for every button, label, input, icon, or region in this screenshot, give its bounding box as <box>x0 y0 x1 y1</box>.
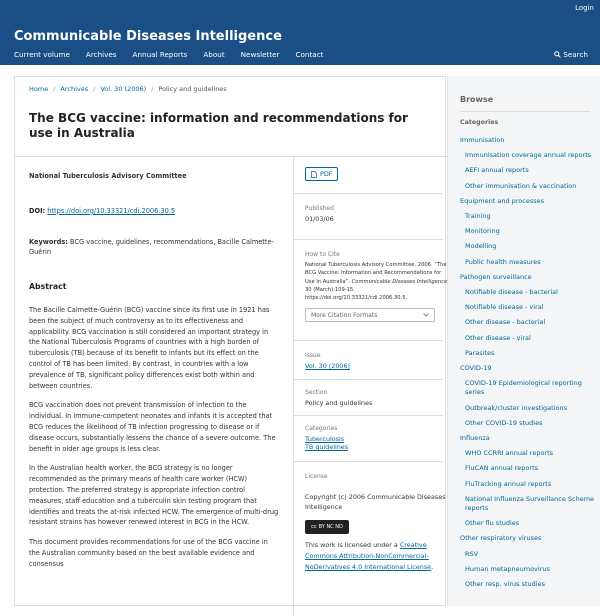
divider <box>293 379 443 380</box>
article-main <box>14 76 446 606</box>
breadcrumb-issue[interactable]: Vol. 30 (2006) <box>100 85 147 93</box>
breadcrumb-current: Policy and guidelines <box>158 85 227 93</box>
citation-rest: 30 (March):109-15. https://doi.org/10.33321/cdi.2006.30.5. <box>305 286 408 302</box>
sidebar-subcategory[interactable]: Notifiable disease - viral <box>465 303 544 312</box>
issue-label: Issue <box>305 352 321 359</box>
citation-journal: Communicable Diseases Intelligence <box>351 278 448 285</box>
abstract-paragraph: In the Australian health worker, the BCG strategy is no longer recommended as the primary means of health care worker (HCW) protection. The preferred strategy is appropriate infection control measures, staff education and a tuberculin skin testing program that identifies and treats the at-risk infected HCW. The emergence of multi-drug resistant strains has however renewed interest in BCG in the HCW. <box>29 464 279 527</box>
categories-block <box>305 425 450 451</box>
cc-license-badge[interactable] <box>305 520 349 534</box>
breadcrumb-separator: / <box>151 85 154 93</box>
sidebar-category[interactable]: Immunisation <box>460 136 505 144</box>
citation-formats-dropdown[interactable] <box>305 308 435 322</box>
abstract-heading: Abstract <box>29 282 67 292</box>
published-label: Published <box>305 205 334 212</box>
cite-label: How to Cite <box>305 251 340 258</box>
categories-label: Categories <box>305 425 338 432</box>
keywords-row <box>29 237 279 259</box>
sidebar <box>447 76 600 606</box>
divider <box>15 156 447 157</box>
sidebar-subcategory[interactable]: FluCAN annual reports <box>465 464 539 473</box>
pdf-label: PDF <box>320 170 333 178</box>
sidebar-category[interactable]: COVID-19 <box>460 364 492 373</box>
category-link[interactable]: Tuberculosis <box>305 435 345 443</box>
issue-link[interactable]: Vol. 30 (2006) <box>305 362 351 370</box>
categories-heading: Categories <box>460 119 499 126</box>
license-label: License <box>305 473 328 480</box>
sidebar-subcategory[interactable]: Other flu studies <box>465 519 520 528</box>
sidebar-subcategory[interactable]: Other disease - viral <box>465 333 531 342</box>
sidebar-subcategory[interactable]: Other COVID-19 studies <box>465 418 543 427</box>
doi-link[interactable]: https://doi.org/10.33321/cdi.2006.30.5 <box>47 206 176 215</box>
sidebar-subcategory[interactable]: Monitoring <box>465 227 500 236</box>
category-link[interactable]: TB guidelines <box>305 443 349 451</box>
sidebar-subcategory[interactable]: Modelling <box>465 242 497 251</box>
sidebar-subcategory[interactable]: Other resp. virus studies <box>465 580 545 589</box>
citation-text <box>305 261 450 302</box>
license-text <box>305 540 450 573</box>
license-suffix: . <box>431 563 434 571</box>
nav-contact[interactable]: Contact <box>295 50 324 59</box>
sidebar-subcategory[interactable]: Parasites <box>465 348 495 357</box>
sidebar-subcategory[interactable]: Notifiable disease - bacterial <box>465 288 558 297</box>
search-icon <box>554 51 561 58</box>
nav-about[interactable]: About <box>203 50 225 59</box>
cc-icon: cc <box>311 524 317 530</box>
sidebar-subcategory[interactable]: RSV <box>465 549 479 558</box>
sidebar-subcategory[interactable]: AEFI annual reports <box>465 166 529 175</box>
sidebar-category[interactable]: Pathogen surveillance <box>460 272 532 281</box>
license-link[interactable]: Creative Commons Attribution-NonCommercial-NoDerivatives 4.0 International License <box>305 541 432 571</box>
breadcrumb-separator: / <box>93 85 96 93</box>
sidebar-subcategory[interactable]: Other disease - bacterial <box>465 318 546 327</box>
copyright-text: Copyright (c) 2006 Communicable Diseases Intelligence <box>305 493 446 511</box>
section-value: Policy and guidelines <box>305 399 373 407</box>
category-list <box>460 136 598 595</box>
license-prefix: This work is licensed under a <box>305 541 400 549</box>
keywords-value: BCG vaccine, guidelines, recommendations, Bacille Calmette-Guérin <box>29 237 274 257</box>
nav-archives[interactable]: Archives <box>85 50 117 59</box>
sidebar-category[interactable]: Influenza <box>460 434 490 443</box>
nav-newsletter[interactable]: Newsletter <box>240 50 280 59</box>
article-body <box>29 171 279 579</box>
galley-block <box>305 167 450 181</box>
breadcrumb-home[interactable]: Home <box>29 85 49 93</box>
sidebar-subcategory[interactable]: COVID-19 Epidemiological reporting series <box>465 379 582 397</box>
author-name: National Tuberculosis Advisory Committee <box>29 172 187 180</box>
published-block <box>305 205 450 223</box>
divider <box>293 461 443 462</box>
published-date: 01/03/06 <box>305 215 334 223</box>
breadcrumb <box>29 85 227 93</box>
divider <box>293 239 443 240</box>
abstract-paragraph: This document provides recommendations for use of the BCG vaccine in the Australian community based on the best available evidence and consensus <box>29 538 268 568</box>
main-nav <box>14 50 339 59</box>
sidebar-subcategory[interactable]: Other immunisation & vaccination <box>465 181 577 190</box>
doi-row <box>29 206 279 217</box>
pdf-button[interactable] <box>305 167 338 181</box>
chevron-down-icon <box>423 313 429 317</box>
citation-main: National Tuberculosis Advisory Committee. 2006. “The BCG Vaccine: Information and Recommendations for Use in Australia”. <box>305 262 447 285</box>
divider <box>293 193 443 194</box>
search-label: Search <box>563 50 588 59</box>
citation-formats-label: More Citation Formats <box>311 311 378 319</box>
site-header <box>0 0 600 65</box>
sidebar-category[interactable]: Other respiratory viruses <box>460 534 542 543</box>
doi-label: DOI: <box>29 206 46 215</box>
file-pdf-icon <box>311 171 317 178</box>
sidebar-category[interactable]: Equipment and processes <box>460 196 545 205</box>
sidebar-subcategory[interactable]: Training <box>465 212 491 221</box>
sidebar-subcategory[interactable]: Immunisation coverage annual reports <box>465 151 592 160</box>
sidebar-subcategory[interactable]: FluTracking annual reports <box>465 479 552 488</box>
license-block <box>305 473 450 573</box>
article-title: The BCG vaccine: information and recommendations for use in Australia <box>29 111 408 140</box>
divider <box>460 111 590 112</box>
nav-annual-reports[interactable]: Annual Reports <box>132 50 188 59</box>
sidebar-subcategory[interactable]: Human metapneumovirus <box>465 564 550 573</box>
sidebar-subcategory[interactable]: National Influenza Surveillance Scheme reports <box>465 494 595 513</box>
issue-block <box>305 352 450 370</box>
citation-block <box>305 251 450 322</box>
breadcrumb-archives[interactable]: Archives <box>60 85 89 93</box>
abstract-paragraph: BCG vaccination does not prevent transmission of infection to the individual. In immune-competent neonates and infants it is accepted that BCG reduces the likelihood of TB infection progressing to disease or if disease occurs, substantially lessens the chance of a severe outcome. The benefit in older age groups is less clear. <box>29 401 276 453</box>
divider <box>293 415 443 416</box>
section-label: Section <box>305 389 328 396</box>
sidebar-heading: Browse <box>460 95 494 104</box>
site-title[interactable]: Communicable Diseases Intelligence <box>14 29 282 44</box>
abstract-paragraph: The Bacille Calmette-Guérin (BCG) vaccine since its first use in 1921 has been the subject of much controversy as to its effectiveness and applicability. BCG vaccination is still considered an important strategy in the National Tuberculosis Programs of countries with a high burden of tuberculosis (TB) because of its benefit to infants but its effect on the control of TB has been limited. By contrast, in countries with a low prevalence of TB, significant policy differences exist both within and between countries. <box>29 305 270 390</box>
column-divider <box>293 156 294 616</box>
by-nc-nd-icon: BY NC ND <box>318 524 343 530</box>
sidebar-subcategory[interactable]: WHO CCRRI annual reports <box>465 449 554 458</box>
sidebar-subcategory[interactable]: Public health measures <box>465 257 541 266</box>
search-link[interactable] <box>554 50 588 59</box>
section-block <box>305 389 450 407</box>
nav-current-volume[interactable]: Current volume <box>14 50 70 59</box>
breadcrumb-separator: / <box>53 85 56 93</box>
keywords-label: Keywords: <box>29 237 68 246</box>
divider <box>293 340 443 341</box>
sidebar-subcategory[interactable]: Outbreak/cluster investigations <box>465 403 568 412</box>
login-link[interactable]: Login <box>575 4 594 12</box>
